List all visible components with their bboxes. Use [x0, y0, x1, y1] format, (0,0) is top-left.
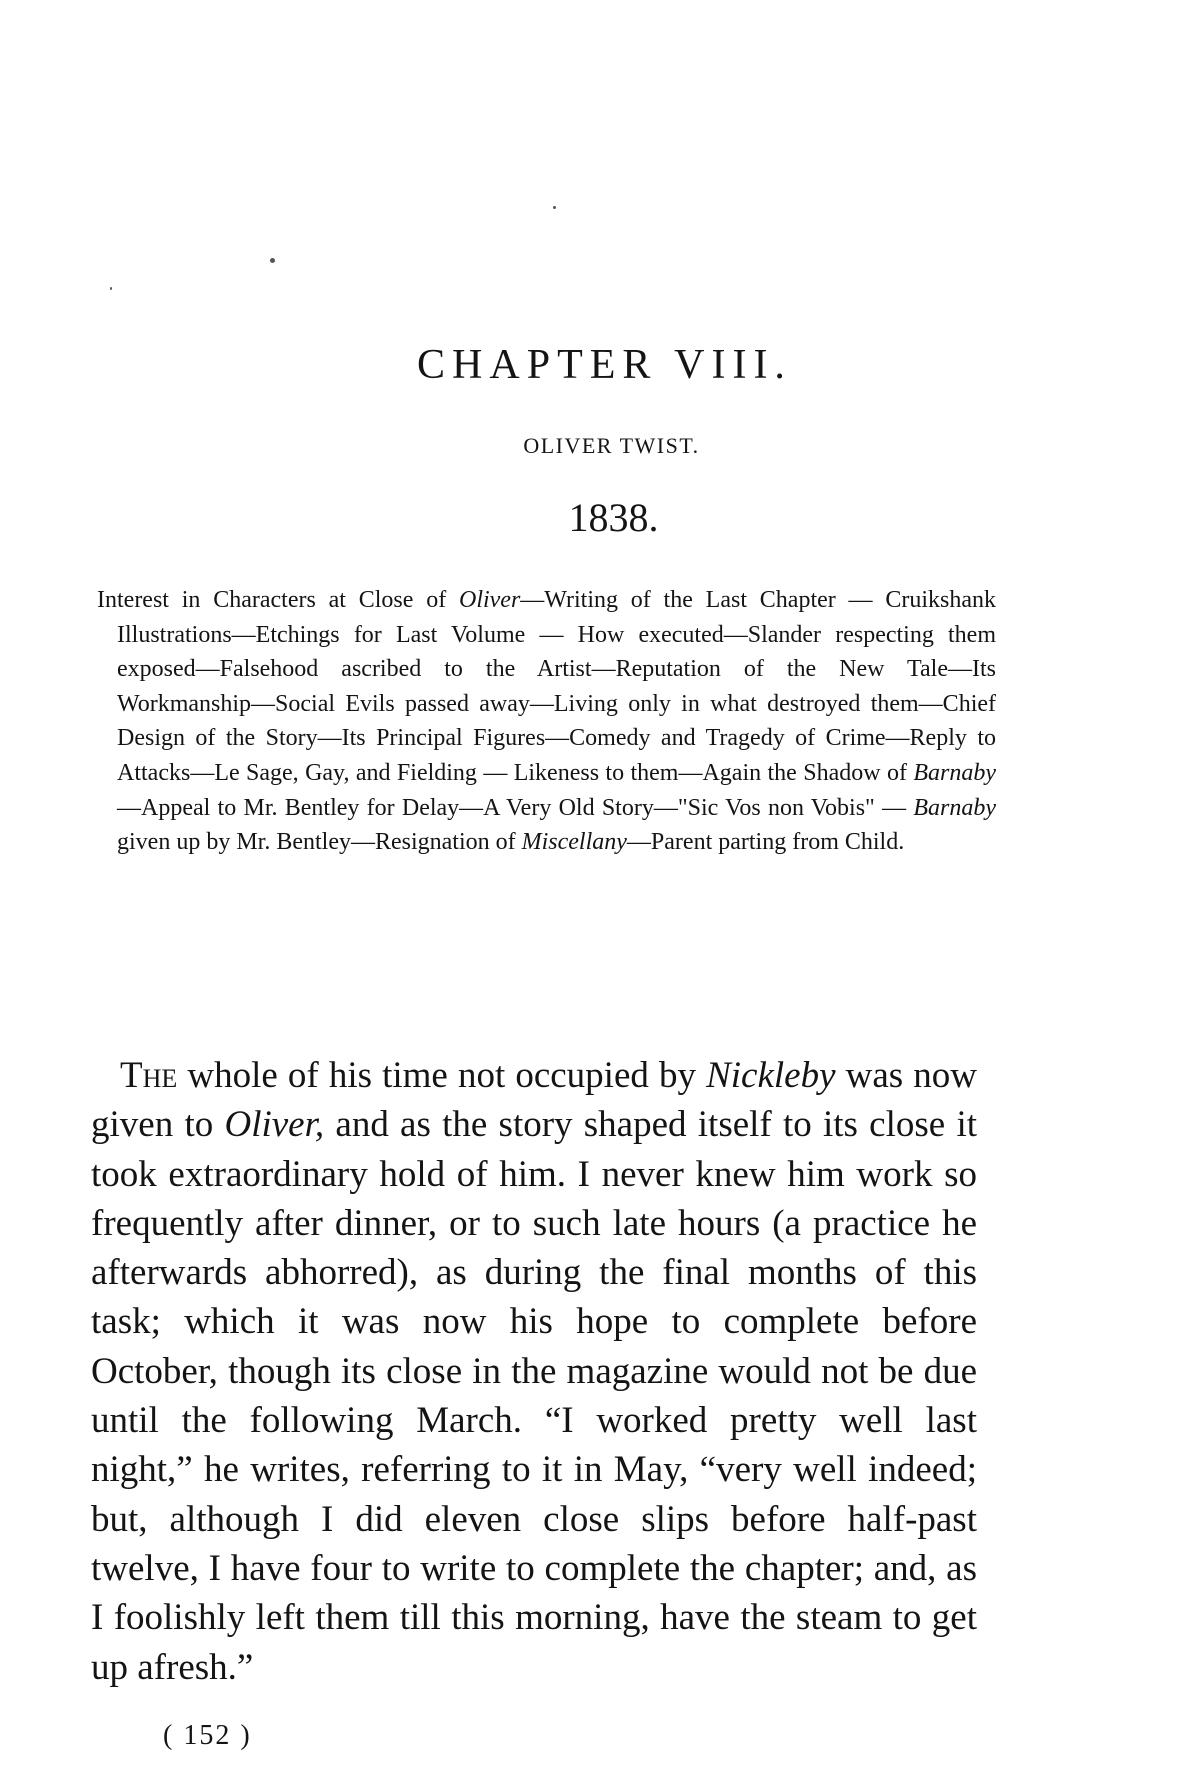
body-paragraph — [91, 1051, 977, 1692]
synopsis-title-oliver: Oliver — [458, 587, 521, 613]
body-text: and as the story shaped itself to its close it took extraordinary hold of him. I never knew him work so frequently after dinner, or to such late hours (a practice he afterwards abhorred), as during the final months of this task; which it was now his hope to complete before October, though its close in the magazine would not be due until the following March. “I worked pretty well last night,” he writes, referring to it in May, “very well indeed; but, although I did eleven close slips before half-past twelve, I have four to write to complete the chapter; and, as I foolishly left them till this morning, have the steam to get up afresh.” — [91, 1104, 978, 1688]
body-title-oliver: Oliver, — [224, 1104, 325, 1146]
ink-speck — [270, 258, 275, 263]
chapter-year: 1838. — [568, 495, 659, 540]
ink-speck — [553, 206, 556, 209]
synopsis-text: given up by Mr. Bentley—Resignation of — [117, 829, 522, 856]
chapter-subtitle: OLIVER TWIST. — [523, 433, 700, 458]
page-number: ( 152 ) — [163, 1720, 252, 1751]
synopsis-title-barnaby: Barnaby — [913, 794, 996, 821]
synopsis-title-miscellany: Miscellany — [521, 829, 627, 856]
opening-word: The — [120, 1055, 178, 1096]
ink-speck — [110, 287, 112, 290]
body-text: was now given to — [91, 1055, 977, 1146]
body-text: whole of his time not occupied by — [177, 1055, 707, 1096]
synopsis-title-barnaby: Barnaby — [913, 759, 996, 786]
body-title-nickleby: Nickleby — [706, 1055, 836, 1096]
chapter-heading: CHAPTER VIII. — [417, 342, 792, 388]
synopsis-text: —Appeal to Mr. Bentley for Delay—A Very Old Story—"Sic Vos non Vobis" — — [117, 794, 914, 821]
chapter-synopsis — [97, 583, 996, 860]
synopsis-text: Interest in Characters at Close of — [97, 587, 459, 613]
synopsis-text: —Writing of the Last Chapter — Cruikshank Illustrations—Etchings for Last Volume — How executed—Slander respecting them exposed—Falsehood ascribed to the Artist—Reputation of the New Tale—Its Workmanship—Social Evils passed away—Living only in what destroyed them—Chief Design of the Story—Its Principal Figures—Comedy and Tragedy of Crime—Reply to Attacks—Le Sage, Gay, and Fielding — Likeness to them—Again the Shadow of — [117, 587, 997, 786]
synopsis-text: —Parent parting from Child. — [626, 829, 905, 856]
